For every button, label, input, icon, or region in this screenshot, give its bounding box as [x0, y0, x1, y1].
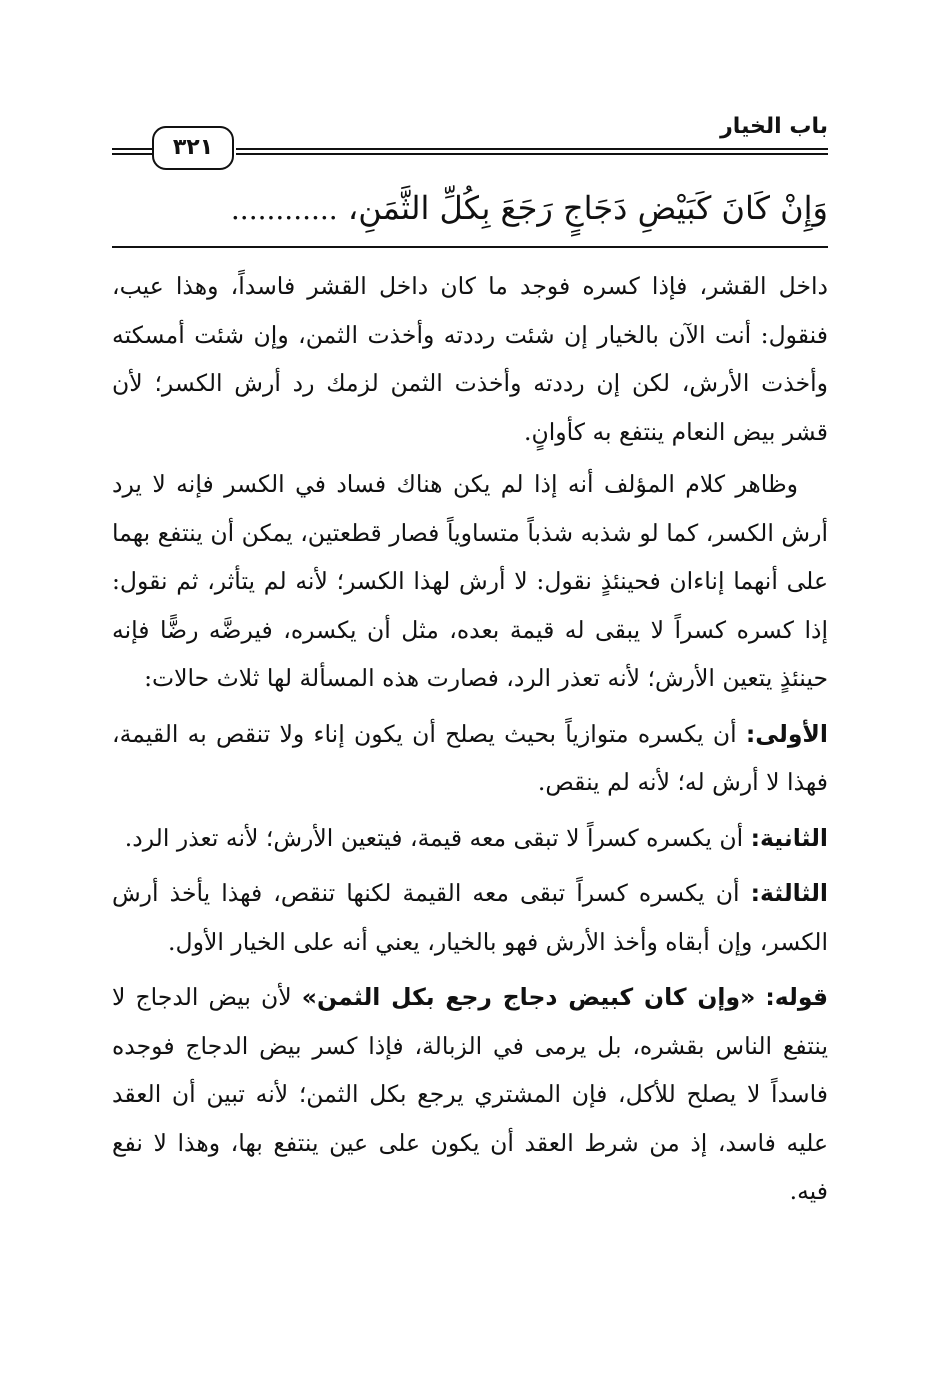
- case-third-text: أن يكسره كسراً تبقى معه القيمة لكنها تنقص، فهذا يأخذ أرش الكسر، وإن أبقاه وأخذ الأرش فهو بالخيار، يعني أنه على الخيار الأول.: [112, 879, 828, 956]
- header-rule: [236, 148, 828, 155]
- paragraph-1: داخل القشر، فإذا كسره فوجد ما كان داخل القشر فاسداً، وهذا عيب، فنقول: أنت الآن بالخيار إن شئت رددته وأخذت الثمن، وإن شئت أمسكته وأخذت الأرش، لكن إن رددته وأخذت الثمن لزمك رد أرش الكسر؛ لأن قشر بيض النعام ينتفع به كأوانٍ.: [112, 272, 828, 446]
- case-second: [112, 814, 828, 863]
- chapter-title: باب الخيار: [720, 114, 828, 139]
- case-first: [112, 710, 828, 807]
- case-first-text: أن يكسره متوازياً بحيث يصلح أن يكون إناء ولا تنقص به القيمة، فهذا لا أرش له؛ لأنه لم ينقص.: [112, 719, 828, 796]
- case-third-label: الثالثة:: [750, 879, 828, 907]
- paragraph-2: وظاهر كلام المؤلف أنه إذا لم يكن هناك فساد في الكسر فإنه لا يرد أرش الكسر، كما لو شذبه شذباً متساوياً فصار قطعتين، يمكن أن ينتفع بهما على أنهما إناءان فحينئذٍ نقول: لا أرش لهذا الكسر؛ لأنه لم يتأثر، ثم نقول: إذا كسره كسراً لا يبقى له قيمة بعده، مثل أن يكسره، فيرضَّه رضًّا فإنه حينئذٍ يتعين الأرش؛ لأنه تعذر الرد، فصارت هذه المسألة لها ثلاث حالات:: [112, 470, 828, 692]
- case-second-text: أن يكسره كسراً لا تبقى معه قيمة، فيتعين الأرش؛ لأنه تعذر الرد.: [124, 823, 744, 852]
- case-second-label: الثانية:: [750, 823, 828, 852]
- matn-text: وَإِنْ كَانَ كَبَيْضِ دَجَاجٍ رَجَعَ بِكُلِّ الثَّمَنِ،: [347, 189, 828, 227]
- case-first-label: الأولى:: [745, 719, 828, 748]
- case-third: [112, 869, 828, 966]
- matn-line: [112, 180, 828, 236]
- quote-text: «وإن كان كبيض دجاج رجع بكل الثمن»: [301, 983, 756, 1011]
- page-header: [112, 112, 828, 172]
- matn-separator: [112, 246, 828, 248]
- matn-dots: ............: [230, 193, 338, 226]
- quote-rest: لأن بيض الدجاج لا ينتفع الناس بقشره، بل يرمى في الزبالة، فإذا كسر بيض الدجاج فوجده فاسداً لا يصلح للأكل، فإن المشتري يرجع بكل الثمن؛ لأنه تبين أن العقد عليه فاسد، إذ من شرط العقد أن يكون على عين ينتفع بها، وهذا لا نفع فيه.: [112, 983, 828, 1205]
- page-number: ٣٢١: [152, 126, 234, 170]
- quote-paragraph: [112, 973, 828, 1216]
- commentary-body: [112, 262, 828, 1223]
- header-rule-left: [112, 148, 152, 155]
- quote-label: قوله:: [765, 983, 828, 1011]
